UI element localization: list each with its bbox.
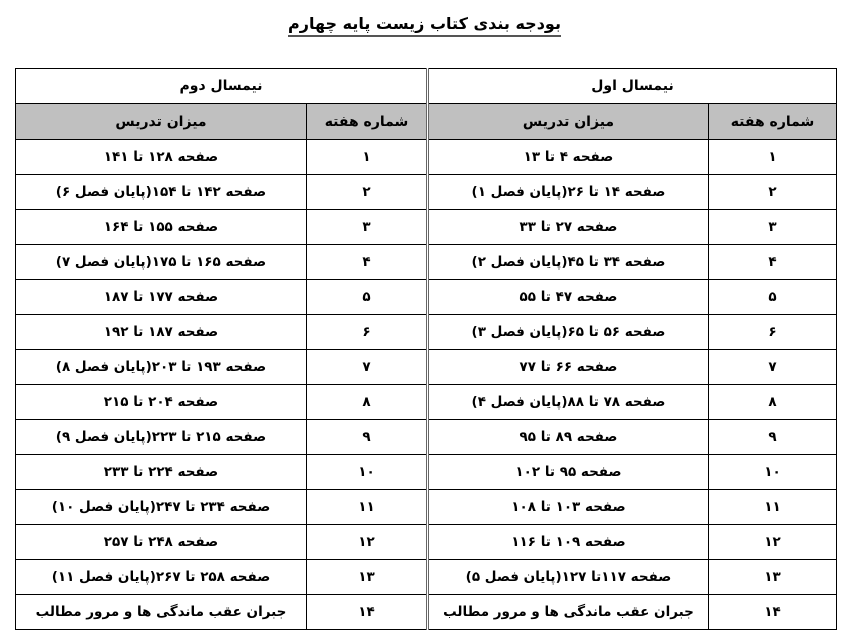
week-number-first: ۹ [709, 420, 837, 455]
week-number-first: ۴ [709, 245, 837, 280]
teaching-amount-second: صفحه ۲۵۸ تا ۲۶۷(پایان فصل ۱۱) [16, 560, 307, 595]
table-row [16, 595, 837, 630]
week-number-first: ۱۴ [709, 595, 837, 630]
teaching-amount-first: صفحه ۱۴ تا ۲۶(پایان فصل ۱) [428, 175, 709, 210]
table-row [16, 315, 837, 350]
document-title-text: بودجه بندی کتاب زیست پایه چهارم [288, 14, 561, 37]
teaching-amount-second: صفحه ۲۱۵ تا ۲۲۳(پایان فصل ۹) [16, 420, 307, 455]
table-row [16, 245, 837, 280]
teaching-amount-second: صفحه ۱۶۵ تا ۱۷۵(پایان فصل ۷) [16, 245, 307, 280]
table-row [16, 280, 837, 315]
week-number-second: ۹ [307, 420, 428, 455]
teaching-amount-second: صفحه ۲۲۴ تا ۲۳۳ [16, 455, 307, 490]
amount-header-second: میزان تدریس [16, 104, 307, 140]
week-number-first: ۱۳ [709, 560, 837, 595]
teaching-amount-first: صفحه ۲۷ تا ۳۳ [428, 210, 709, 245]
budget-table [15, 68, 837, 630]
week-number-first: ۵ [709, 280, 837, 315]
week-number-first: ۱ [709, 140, 837, 175]
teaching-amount-first: صفحه ۱۰۳ تا ۱۰۸ [428, 490, 709, 525]
table-row [16, 210, 837, 245]
teaching-amount-second: صفحه ۱۲۸ تا ۱۴۱ [16, 140, 307, 175]
week-number-second: ۱۳ [307, 560, 428, 595]
teaching-amount-second: صفحه ۲۳۴ تا ۲۴۷(پایان فصل ۱۰) [16, 490, 307, 525]
table-row [16, 420, 837, 455]
table-row [16, 350, 837, 385]
teaching-amount-first: صفحه ۵۶ تا ۶۵(پایان فصل ۳) [428, 315, 709, 350]
week-number-second: ۱۲ [307, 525, 428, 560]
teaching-amount-first: صفحه ۱۱۷تا ۱۲۷(پایان فصل ۵) [428, 560, 709, 595]
week-number-first: ۸ [709, 385, 837, 420]
week-number-first: ۶ [709, 315, 837, 350]
week-number-second: ۲ [307, 175, 428, 210]
week-number-second: ۴ [307, 245, 428, 280]
week-number-first: ۱۲ [709, 525, 837, 560]
week-number-second: ۵ [307, 280, 428, 315]
week-number-second: ۶ [307, 315, 428, 350]
column-header-row [16, 104, 837, 140]
week-number-second: ۷ [307, 350, 428, 385]
semester-header-row [16, 69, 837, 104]
teaching-amount-second: صفحه ۱۸۷ تا ۱۹۲ [16, 315, 307, 350]
week-number-first: ۱۰ [709, 455, 837, 490]
teaching-amount-first: صفحه ۹۵ تا ۱۰۲ [428, 455, 709, 490]
week-header-second: شماره هفته [307, 104, 428, 140]
teaching-amount-second: صفحه ۱۴۲ تا ۱۵۴(پایان فصل ۶) [16, 175, 307, 210]
teaching-amount-first: صفحه ۶۶ تا ۷۷ [428, 350, 709, 385]
week-number-second: ۱۱ [307, 490, 428, 525]
teaching-amount-second: جبران عقب ماندگی ها و مرور مطالب [16, 595, 307, 630]
document-title [0, 14, 849, 33]
week-number-second: ۳ [307, 210, 428, 245]
teaching-amount-first: صفحه ۳۴ تا ۴۵(پایان فصل ۲) [428, 245, 709, 280]
week-number-second: ۱۴ [307, 595, 428, 630]
table-row [16, 385, 837, 420]
teaching-amount-first: صفحه ۴۷ تا ۵۵ [428, 280, 709, 315]
semester-first-header: نیمسال اول [428, 69, 837, 104]
table-row [16, 490, 837, 525]
amount-header-first: میزان تدریس [428, 104, 709, 140]
teaching-amount-second: صفحه ۱۵۵ تا ۱۶۴ [16, 210, 307, 245]
table-row [16, 140, 837, 175]
semester-second-header: نیمسال دوم [16, 69, 428, 104]
week-number-first: ۲ [709, 175, 837, 210]
table-row [16, 560, 837, 595]
table-row [16, 175, 837, 210]
teaching-amount-second: صفحه ۱۷۷ تا ۱۸۷ [16, 280, 307, 315]
week-number-first: ۱۱ [709, 490, 837, 525]
table-row [16, 455, 837, 490]
week-number-second: ۱ [307, 140, 428, 175]
week-number-second: ۱۰ [307, 455, 428, 490]
teaching-amount-first: صفحه ۱۰۹ تا ۱۱۶ [428, 525, 709, 560]
week-header-first: شماره هفته [709, 104, 837, 140]
teaching-amount-first: صفحه ۷۸ تا ۸۸(پایان فصل ۴) [428, 385, 709, 420]
teaching-amount-first: جبران عقب ماندگی ها و مرور مطالب [428, 595, 709, 630]
teaching-amount-second: صفحه ۲۰۴ تا ۲۱۵ [16, 385, 307, 420]
teaching-amount-second: صفحه ۲۴۸ تا ۲۵۷ [16, 525, 307, 560]
week-number-first: ۳ [709, 210, 837, 245]
week-number-first: ۷ [709, 350, 837, 385]
teaching-amount-first: صفحه ۴ تا ۱۳ [428, 140, 709, 175]
teaching-amount-first: صفحه ۸۹ تا ۹۵ [428, 420, 709, 455]
week-number-second: ۸ [307, 385, 428, 420]
table-row [16, 525, 837, 560]
teaching-amount-second: صفحه ۱۹۳ تا ۲۰۳(پایان فصل ۸) [16, 350, 307, 385]
